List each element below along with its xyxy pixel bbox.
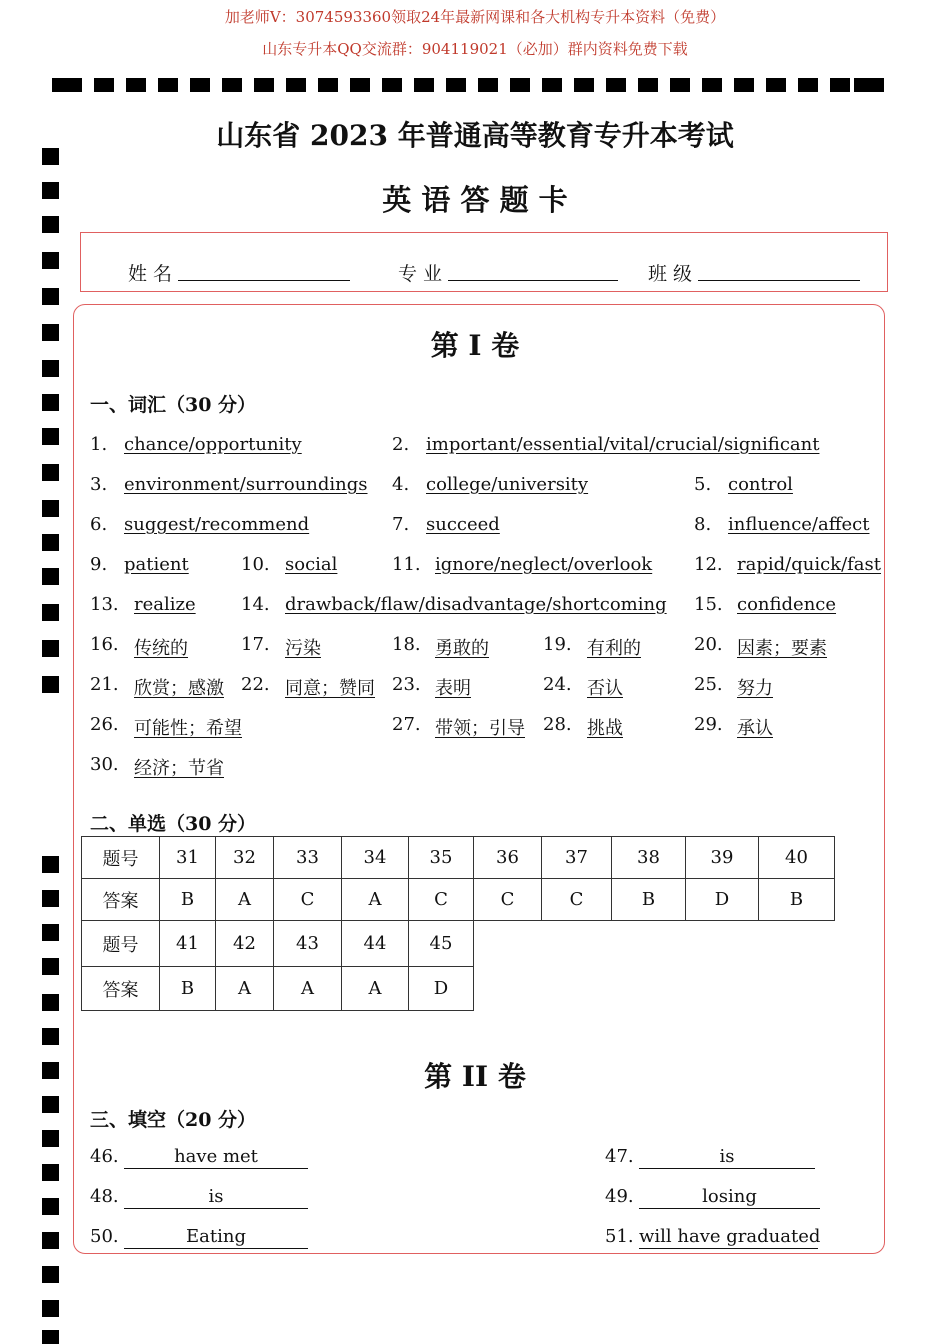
- item-number: 17.: [241, 634, 270, 655]
- question-number: 44: [342, 921, 409, 967]
- volume-2-heading: 第 II 卷: [424, 1060, 526, 1093]
- item-number: 10.: [241, 554, 270, 575]
- section-1-heading: 一、词汇（30 分）: [90, 394, 257, 416]
- vocab-answer: 污染: [285, 638, 321, 659]
- fill-answer: will have graduated: [639, 1226, 821, 1247]
- name-field[interactable]: [178, 279, 350, 281]
- fill-answer: is: [124, 1186, 308, 1209]
- row-label: 题号: [82, 837, 160, 879]
- vocab-answer: 挑战: [587, 718, 623, 739]
- class-field[interactable]: [698, 279, 860, 281]
- question-number: 32: [216, 837, 274, 879]
- item-number: 48.: [90, 1186, 119, 1207]
- item-number: 13.: [90, 594, 119, 615]
- item-number: 16.: [90, 634, 119, 655]
- vocab-answer: 有利的: [587, 638, 641, 659]
- choice-answer: B: [160, 879, 216, 921]
- item-number: 19.: [543, 634, 572, 655]
- item-number: 3.: [90, 474, 108, 495]
- vocab-answer: ignore/neglect/overlook: [435, 554, 653, 575]
- fill-answer: is: [639, 1146, 815, 1169]
- choice-answer: B: [160, 967, 216, 1011]
- choice-answer: A: [216, 967, 274, 1011]
- item-number: 9.: [90, 554, 108, 575]
- question-number: 40: [759, 837, 835, 879]
- choice-answer: C: [542, 879, 612, 921]
- vocab-answer: environment/surroundings: [124, 474, 368, 495]
- item-number: 51.: [605, 1226, 634, 1247]
- section-3-heading: 三、填空（20 分）: [90, 1109, 257, 1131]
- vocab-answer: rapid/quick/fast: [737, 554, 881, 575]
- student-info-box: [80, 232, 888, 292]
- question-number: 39: [686, 837, 759, 879]
- vocab-answer: 因素；要素: [737, 638, 827, 659]
- volume-1-heading: 第 I 卷: [430, 329, 520, 362]
- fill-answer: losing: [639, 1186, 820, 1209]
- choice-answer: C: [409, 879, 474, 921]
- question-number: 33: [274, 837, 342, 879]
- choice-answer: A: [216, 879, 274, 921]
- item-number: 15.: [694, 594, 723, 615]
- choice-answer: D: [686, 879, 759, 921]
- item-number: 22.: [241, 674, 270, 695]
- exam-title: 山东省 2023 年普通高等教育专升本考试: [216, 119, 734, 152]
- question-number: 42: [216, 921, 274, 967]
- promo-line-2: 山东专升本QQ交流群：904119021（必加）群内资料免费下载: [262, 40, 688, 58]
- choice-answer: B: [612, 879, 686, 921]
- item-number: 46.: [90, 1146, 119, 1167]
- question-number: 35: [409, 837, 474, 879]
- vocab-answer: control: [728, 474, 793, 495]
- item-number: 20.: [694, 634, 723, 655]
- vocab-answer: succeed: [426, 514, 500, 535]
- question-number: 41: [160, 921, 216, 967]
- item-number: 8.: [694, 514, 712, 535]
- name-label: 姓 名: [128, 263, 173, 285]
- choice-answer: D: [409, 967, 474, 1011]
- item-number: 27.: [392, 714, 421, 735]
- question-number: 31: [160, 837, 216, 879]
- question-number: 36: [474, 837, 542, 879]
- choice-answer: C: [274, 879, 342, 921]
- question-number: 37: [542, 837, 612, 879]
- row-label: 题号: [82, 921, 160, 967]
- vocab-answer: suggest/recommend: [124, 514, 310, 535]
- timing-marks-top: [52, 78, 884, 92]
- item-number: 21.: [90, 674, 119, 695]
- row-label: 答案: [82, 879, 160, 921]
- item-number: 30.: [90, 754, 119, 775]
- question-number: 43: [274, 921, 342, 967]
- item-number: 4.: [392, 474, 410, 495]
- vocab-answer: important/essential/vital/crucial/significant: [426, 434, 820, 455]
- item-number: 50.: [90, 1226, 119, 1247]
- card-title: 英 语 答 题 卡: [382, 183, 568, 217]
- item-number: 2.: [392, 434, 410, 455]
- vocab-answer: 努力: [737, 678, 773, 699]
- fill-answer: have met: [124, 1146, 308, 1169]
- item-number: 25.: [694, 674, 723, 695]
- item-number: 12.: [694, 554, 723, 575]
- question-number: 45: [409, 921, 474, 967]
- item-number: 6.: [90, 514, 108, 535]
- item-number: 29.: [694, 714, 723, 735]
- vocab-answer: social: [285, 554, 338, 575]
- choice-answer: B: [759, 879, 835, 921]
- vocab-answer: 经济；节省: [134, 758, 224, 779]
- vocab-answer: 表明: [435, 678, 471, 699]
- vocab-answer: 可能性；希望: [134, 718, 242, 739]
- item-number: 1.: [90, 434, 108, 455]
- vocab-answer: college/university: [426, 474, 589, 495]
- vocab-answer: realize: [134, 594, 196, 615]
- vocab-answer: drawback/flaw/disadvantage/shortcoming: [285, 594, 667, 615]
- item-number: 28.: [543, 714, 572, 735]
- major-field[interactable]: [448, 279, 618, 281]
- vocab-answer: 否认: [587, 678, 623, 699]
- item-number: 18.: [392, 634, 421, 655]
- item-number: 24.: [543, 674, 572, 695]
- vocab-answer: 传统的: [134, 638, 188, 659]
- item-number: 5.: [694, 474, 712, 495]
- item-number: 23.: [392, 674, 421, 695]
- choice-answer-table: [81, 836, 835, 1011]
- major-label: 专 业: [398, 263, 443, 285]
- item-number: 11.: [392, 554, 421, 575]
- vocab-answer: confidence: [737, 594, 837, 615]
- vocab-answer: influence/affect: [728, 514, 870, 535]
- class-label: 班 级: [648, 263, 693, 285]
- row-label: 答案: [82, 967, 160, 1011]
- item-number: 14.: [241, 594, 270, 615]
- vocab-answer: 勇敢的: [435, 638, 489, 659]
- item-number: 49.: [605, 1186, 634, 1207]
- question-number: 34: [342, 837, 409, 879]
- section-2-heading: 二、单选（30 分）: [90, 813, 257, 835]
- fill-answer: Eating: [124, 1226, 308, 1249]
- choice-answer: A: [342, 879, 409, 921]
- item-number: 7.: [392, 514, 410, 535]
- promo-line-1: 加老师V：3074593360领取24年最新网课和各大机构专升本资料（免费）: [224, 8, 726, 26]
- vocab-answer: 同意；赞同: [285, 678, 375, 699]
- choice-answer: A: [274, 967, 342, 1011]
- choice-answer: A: [342, 967, 409, 1011]
- vocab-answer: 欣赏；感激: [134, 678, 224, 699]
- question-number: 38: [612, 837, 686, 879]
- vocab-answer: 承认: [737, 718, 773, 739]
- vocab-answer: chance/opportunity: [124, 434, 302, 455]
- choice-answer: C: [474, 879, 542, 921]
- vocab-answer: 带领；引导: [435, 718, 525, 739]
- vocab-answer: patient: [124, 554, 189, 575]
- item-number: 26.: [90, 714, 119, 735]
- item-number: 47.: [605, 1146, 634, 1167]
